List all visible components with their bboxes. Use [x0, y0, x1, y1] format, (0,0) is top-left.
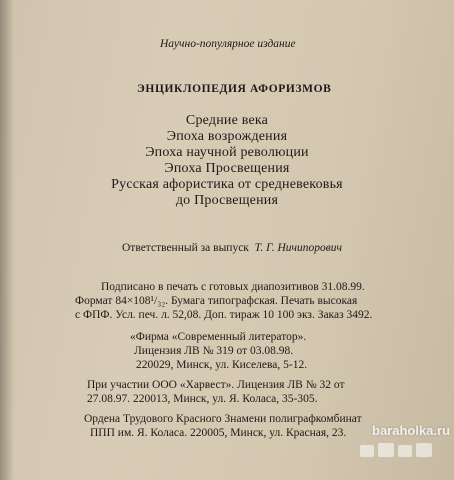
epoch-line: Эпоха Просвещения — [164, 161, 290, 176]
epoch-line: Средние века — [185, 113, 269, 128]
publisher-line: «Фирма «Современный литератор». — [130, 331, 307, 343]
print-info-line: с ФПФ. Усл. печ. л. 52,08. Доп. тираж 10 100 экз. Заказ 3492. — [75, 309, 373, 321]
publisher-line: 220029, Минск, ул. Киселева, 5-12. — [136, 359, 308, 371]
epoch-line: до Просвещения — [175, 193, 279, 208]
printing-house-block — [84, 412, 362, 440]
printing-house-line: ППП им. Я. Коласа. 220005, Минск, ул. Красная, 23. — [90, 427, 347, 439]
responsible-label: Ответственный за выпуск — [122, 242, 249, 254]
print-info-line: Подписано в печать с готовых диапозитивов 31.08.99. — [101, 281, 365, 293]
print-info-line: Формат 84×108¹/₃₂. Бумага типографская. Печать высокая — [75, 295, 358, 307]
harvest-line: 27.08.97. 220013, Минск, ул. Я. Коласа, 35-305. — [87, 393, 318, 405]
watermark-text: baraholka.ru — [372, 423, 451, 438]
responsible-editor — [122, 242, 342, 254]
epoch-line: Эпоха научной революции — [145, 145, 309, 160]
printing-house-line: Ордена Трудового Красного Знамени полиграфкомбинат — [84, 413, 362, 425]
book-title: ЭНЦИКЛОПЕДИЯ АФОРИЗМОВ — [137, 83, 332, 95]
watermark — [358, 423, 451, 463]
publisher-line: Лицензия ЛВ № 319 от 03.08.98. — [134, 345, 294, 357]
responsible-name: Т. Г. Ничипорович — [254, 242, 343, 254]
epoch-line: Эпоха возрождения — [166, 129, 288, 144]
edition-subtitle: Научно-популярное издание — [160, 38, 296, 50]
epoch-line: Русская афористика от средневековья — [111, 177, 343, 192]
harvest-line: При участии ООО «Харвест». Лицензия ЛВ № 32 от — [87, 379, 345, 391]
page-fold-shadow — [0, 0, 14, 480]
harvest-block — [87, 378, 345, 406]
epochs-list — [0, 113, 454, 209]
print-info-block — [75, 280, 372, 322]
publisher-block — [130, 330, 307, 372]
